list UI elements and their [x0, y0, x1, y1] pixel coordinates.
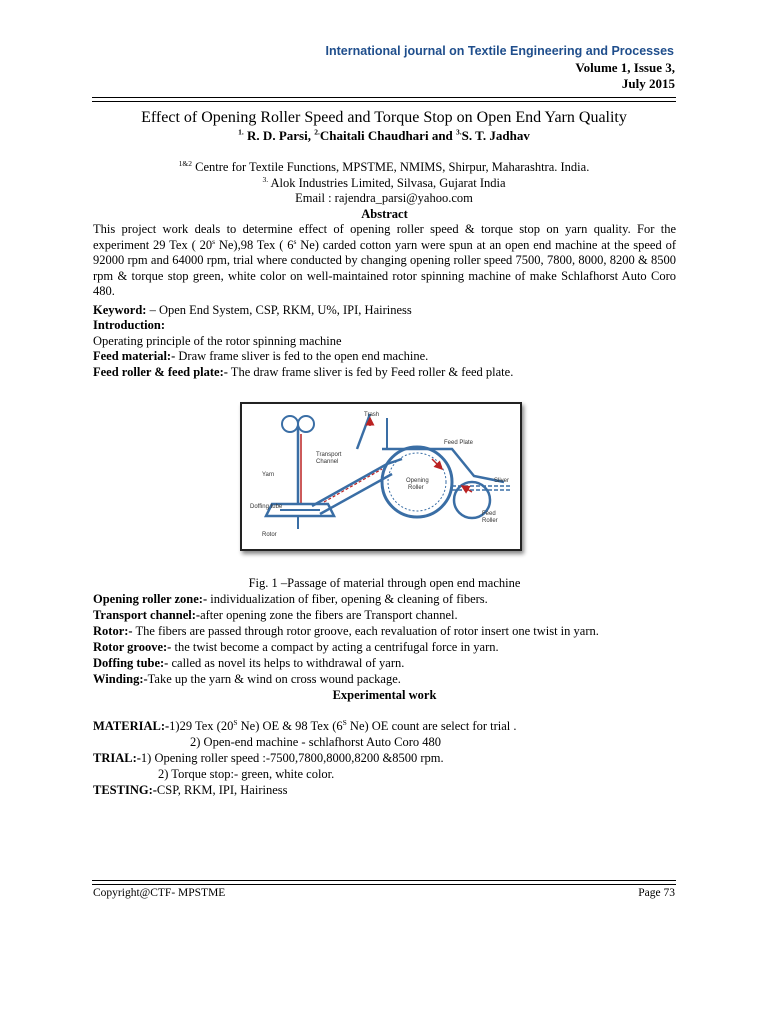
keywords: [93, 303, 676, 319]
label-trash: Trash: [364, 412, 380, 418]
label-channel: Channel: [316, 459, 339, 465]
author2-sup: 2.: [314, 127, 320, 137]
label-feed: Feed: [482, 511, 496, 517]
definition-rotor-groove: Rotor groove:- the twist become a compact by acting a centrifugal force in yarn.: [93, 640, 499, 654]
affiliation1-text: Centre for Textile Functions, MPSTME, NMIMS, Shirpur, Maharashtra. India.: [192, 160, 590, 174]
definition-transport-channel: Transport channel:-after opening zone the fibers are Transport channel.: [93, 608, 458, 622]
abstract-text: This project work deals to determine effect of opening roller speed & torque stop on yarn quality. For the experiment 29 Tex ( 20$^s$ Ne),98 Tex ( 6$^s$ Ne) carded cotton yarn were spun at an open end machine at the speed of 92000 rpm and 64000 rpm, trial where conducted by changing opening roller speed 7500, 7800, 8000, 8200 & 8500 rpm & torque stop green, white color on well-maintained rotor spinning machine of make Schlafhorst Auto Coro 480.: [93, 222, 676, 298]
material-line2: 2) Open-end machine - schlafhorst Auto Coro 480: [190, 735, 441, 749]
transport-channel-line: [312, 459, 402, 506]
feed-material: Feed material:- Draw frame sliver is fed to the open end machine.: [93, 349, 429, 363]
paper-title: Effect of Opening Roller Speed and Torque Stop on Open End Yarn Quality: [141, 109, 627, 126]
affiliation2-text: Alok Industries Limited, Silvasa, Gujarat India: [268, 176, 506, 190]
introduction-heading: Introduction:: [93, 318, 166, 332]
definition-doffing-tube: Doffing tube:- called as novel its helps to withdrawal of yarn.: [93, 656, 405, 670]
feed-roller: Feed roller & feed plate:- The draw frame sliver is fed by Feed roller & feed plate.: [93, 365, 514, 379]
volume-issue: [575, 60, 675, 92]
definition-winding: Winding:-Take up the yarn & wind on cross wound package.: [93, 672, 401, 686]
label-transport: Transport: [316, 452, 342, 458]
date-line: July 2015: [621, 76, 675, 91]
author-email: Email : rajendra_parsi@yahoo.com: [295, 191, 473, 205]
label-feed-plate: Feed Plate: [444, 440, 474, 446]
rotor-spinning-diagram: [242, 404, 516, 545]
introduction-line: Operating principle of the rotor spinning machine: [93, 334, 342, 348]
trial-line1: TRIAL:-1) Opening roller speed :-7500,7800,8000,8200 &8500 rpm.: [93, 751, 444, 765]
keyword-text: – Open End System, CSP, RKM, U%, IPI, Hairiness: [149, 303, 412, 317]
package-left: [282, 416, 298, 432]
footer-page-number: Page 73: [638, 887, 675, 899]
affiliation-1: [0, 160, 768, 175]
definition-opening-roller: Opening roller zone:- individualization of fiber, opening & cleaning of fibers.: [93, 592, 488, 606]
affiliation-2: [0, 176, 768, 191]
keyword-label: Keyword:: [93, 303, 150, 317]
figure-diagram: [240, 402, 522, 551]
affiliation1-sup: 1&2: [178, 158, 193, 168]
author3-sup: 3.: [456, 127, 462, 137]
experimental-heading: Experimental work: [332, 688, 437, 702]
label-doffing-tube: Doffing tube: [250, 504, 283, 510]
author2: Chaitali Chaudhari and: [319, 128, 457, 143]
authors: [0, 128, 768, 144]
abstract-heading: Abstract: [361, 207, 408, 221]
author3: S. T. Jadhav: [461, 128, 530, 143]
author1-sup: 1.: [238, 127, 244, 137]
label-roller: Roller: [408, 485, 424, 491]
package-right: [298, 416, 314, 432]
label-rotor: Rotor: [262, 532, 277, 538]
journal-name: International journal on Textile Engineering and Processes: [325, 44, 674, 58]
label-opening: Opening: [406, 478, 429, 484]
testing-line: TESTING:-CSP, RKM, IPI, Hairiness: [93, 783, 288, 797]
author1: R. D. Parsi,: [243, 128, 315, 143]
affiliation2-sup: 3.: [262, 174, 269, 184]
footer-rule: [92, 880, 676, 885]
material-line1: MATERIAL:-1)29 Tex ($20^S$ Ne) OE & 98 Tex ($6^S$ Ne) OE count are select for trial .: [93, 717, 517, 733]
label-sliver: Sliver: [494, 478, 510, 484]
label-yarn: Yarn: [262, 472, 275, 478]
trial-line2: 2) Torque stop:- green, white color.: [158, 767, 335, 781]
label-feed-roller: Roller: [482, 518, 498, 524]
feed-plate: [382, 449, 504, 482]
definition-rotor: Rotor:- The fibers are passed through rotor groove, each revaluation of rotor insert one twist in yarn.: [93, 624, 599, 638]
figure-caption: Fig. 1 –Passage of material through open end machine: [248, 576, 521, 590]
header-rule: [92, 97, 676, 102]
footer-copyright: Copyright@CTF- MPSTME: [93, 887, 226, 899]
volume-line: Volume 1, Issue 3,: [575, 60, 675, 75]
